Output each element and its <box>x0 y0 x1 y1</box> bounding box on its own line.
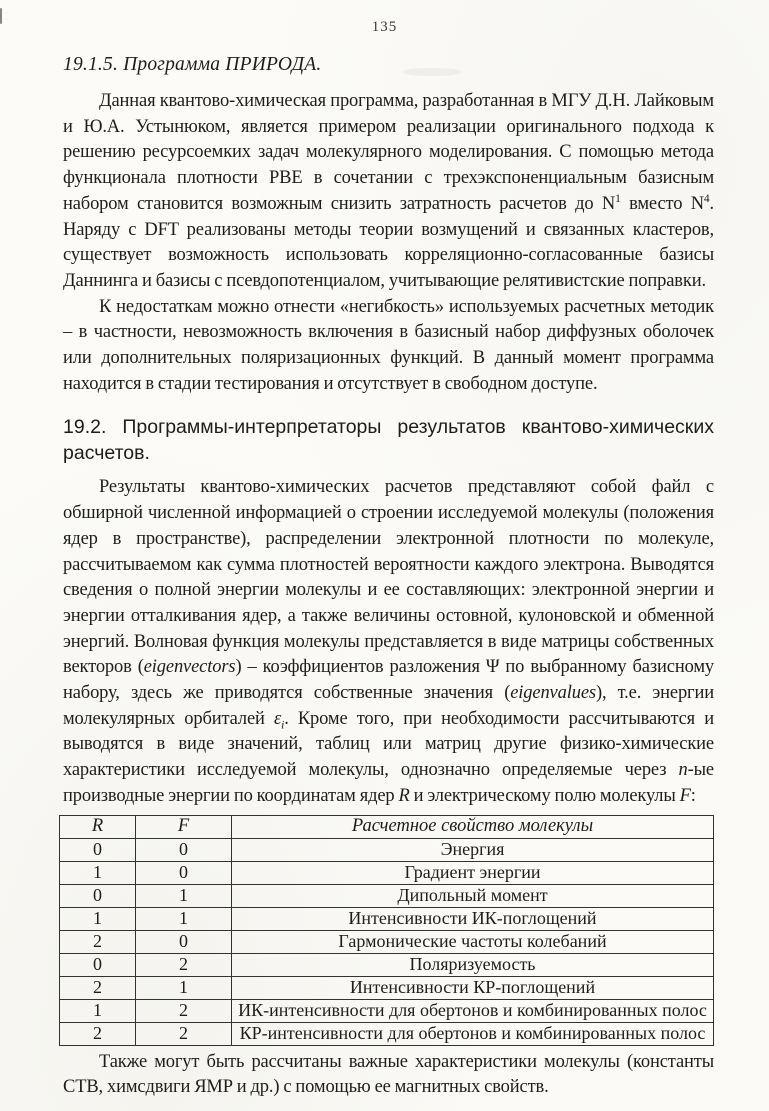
property-cell: ИК-интенсивности для обертонов и комбинированных полос <box>232 999 714 1022</box>
page-number: 135 <box>371 19 398 35</box>
table-row <box>60 953 714 976</box>
column-header-property: Расчетное свойство молекулы <box>232 815 714 838</box>
table-body <box>60 838 714 1045</box>
property-cell: Поляризуемость <box>232 953 714 976</box>
property-cell: Интенсивности ИК-поглощений <box>232 907 714 930</box>
property-cell: Гармонические частоты колебаний <box>232 930 714 953</box>
derivative-order-cell: 0 <box>136 930 232 953</box>
paragraph-magnetic-properties: Также могут быть рассчитаны важные характеристики молекулы (константы СТВ, химсдвиги ЯМР и др.) с помощью ее магнитных свойств. <box>63 1051 714 1098</box>
property-cell: КР-интенсивности для обертонов и комбинированных полос <box>232 1022 714 1045</box>
table-row <box>60 930 714 953</box>
property-cell: Дипольный момент <box>232 884 714 907</box>
table-row <box>60 907 714 930</box>
table-header-row <box>60 815 714 838</box>
table-row <box>60 976 714 999</box>
derivative-order-cell: 0 <box>136 861 232 884</box>
derivative-order-cell: 0 <box>60 884 136 907</box>
paragraph-priroda-overview: Данная квантово-химическая программа, разработанная в МГУ Д.Н. Лайковым и Ю.А. Устынюком, является примером реализации оригинального подхода к решению ресурсоемких задач молекулярного моделирования. С помощью метода функционала плотности PBE в сочетании с трехэкспоненциальным базисным набором становится возможным снизить затратность расчетов до $N^1$ вместо $N^4$. Наряду с DFT реализованы методы теории возмущений и связанных кластеров, существует возможность использовать корреляционно-согласованные базисы Даннинга и базисы с псевдопотенциалом, учитывающие релятивистские поправки. <box>63 91 714 291</box>
derivative-order-cell: 0 <box>136 838 232 861</box>
derivative-order-cell: 2 <box>136 999 232 1022</box>
table-row <box>60 1022 714 1045</box>
page-content <box>63 54 714 1101</box>
derivative-order-cell: 2 <box>60 976 136 999</box>
table-row <box>60 999 714 1022</box>
derivative-order-cell: 1 <box>136 884 232 907</box>
derivative-order-cell: 2 <box>136 953 232 976</box>
section-heading-19-1-5: 19.1.5. Программа ПРИРОДА. <box>63 54 322 75</box>
derivative-order-cell: 1 <box>60 999 136 1022</box>
property-cell: Энергия <box>232 838 714 861</box>
column-header-f: F <box>136 815 232 838</box>
derivative-order-cell: 0 <box>60 953 136 976</box>
table-row <box>60 861 714 884</box>
table-row <box>60 884 714 907</box>
table-row <box>60 838 714 861</box>
property-cell: Градиент энергии <box>232 861 714 884</box>
paragraph-interpreters-intro: Результаты квантово-химических расчетов представляют собой файл с обширной численной информацией о строении исследуемой молекулы (положения ядер в пространстве), распределении электронной плотности по молекуле, рассчитываемом как сумма плотностей вероятности каждого электрона. Выводятся сведения о полной энергии молекулы и ее составляющих: электронной энергии и энергии отталкивания ядер, а также величины остовной, кулоновской и обменной энергий. Волновая функция молекулы представляется в виде матрицы собственных векторов (eigenvectors) – коэффициентов разложения Ψ по выбранному базисному набору, здесь же приводятся собственные значения (eigenvalues), т.е. энергии молекулярных орбиталей $\varepsilon_i$. Кроме того, при необходимости рассчитываются и выводятся в виде значений, таблиц или матриц другие физико-химические характеристики исследуемой молекулы, однозначно определяемые через n-ые производные энергии по координатам ядер R и электрическому полю молекулы F: <box>63 477 714 806</box>
derivative-order-cell: 2 <box>136 1022 232 1045</box>
molecular-properties-table <box>59 815 714 1046</box>
column-header-r: R <box>60 815 136 838</box>
derivative-order-cell: 1 <box>136 976 232 999</box>
property-cell: Интенсивности КР-поглощений <box>232 976 714 999</box>
section-heading-19-2: 19.2. Программы-интерпретаторы результатов квантово-химических расчетов. <box>63 416 714 465</box>
derivative-order-cell: 1 <box>60 861 136 884</box>
derivative-order-cell: 1 <box>136 907 232 930</box>
derivative-order-cell: 2 <box>60 930 136 953</box>
paragraph-priroda-drawbacks: К недостаткам можно отнести «негибкость» используемых расчетных методик – в частности, невозможность включения в базисный набор диффузных оболочек или дополнительных поляризационных функций. В данный момент программа находится в стадии тестирования и отсутствует в свободном доступе. <box>63 296 714 394</box>
derivative-order-cell: 1 <box>60 907 136 930</box>
derivative-order-cell: 0 <box>60 838 136 861</box>
derivative-order-cell: 2 <box>60 1022 136 1045</box>
